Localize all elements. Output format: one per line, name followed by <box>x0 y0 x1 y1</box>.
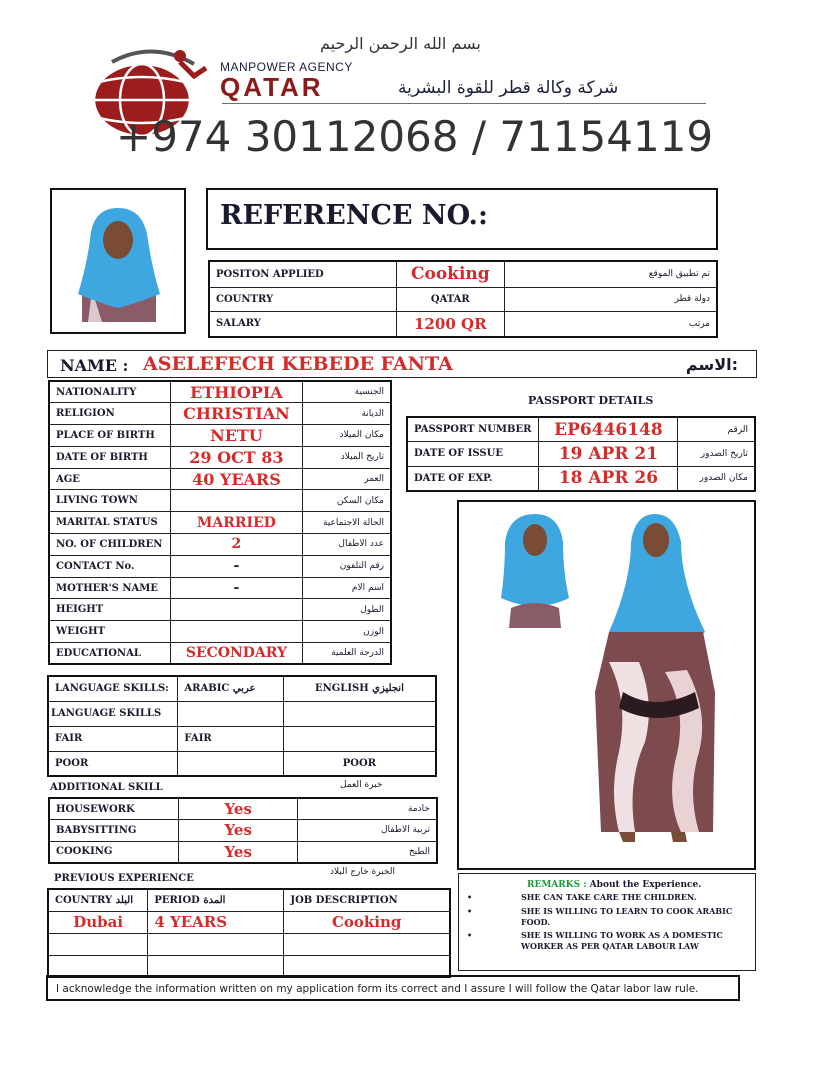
portrait-photo <box>50 188 186 334</box>
job-description-column-header: JOB DESCRIPTION <box>284 889 450 911</box>
table-row <box>49 577 391 599</box>
table-row <box>49 599 391 621</box>
date-of-expiry-label: DATE OF EXP. <box>407 466 539 491</box>
table-row <box>48 911 450 933</box>
age-label: AGE <box>49 468 171 490</box>
table-row <box>209 311 717 337</box>
nationality-arabic: الجنسية <box>302 381 391 403</box>
living-town-label: LIVING TOWN <box>49 490 171 512</box>
agency-name-english: MANPOWER AGENCY <box>220 60 353 74</box>
housework-label: HOUSEWORK <box>49 798 179 820</box>
marital-status-value: MARRIED <box>171 512 302 534</box>
language-skills-arabic-cell <box>178 701 283 726</box>
date-of-issue-arabic: تاريخ الصدور <box>678 442 755 467</box>
table-row <box>49 468 391 490</box>
table-row <box>49 403 391 425</box>
religion-label: RELIGION <box>49 403 171 425</box>
place-of-birth-arabic: مكان الميلاد <box>302 425 391 447</box>
date-of-expiry-value: 18 APR 26 <box>539 466 678 491</box>
age-arabic: العمر <box>302 468 391 490</box>
bullet-icon: • <box>467 892 473 902</box>
agency-name-arabic: شركة وكالة قطر للقوة البشرية <box>398 78 619 98</box>
religion-arabic: الديانة <box>302 403 391 425</box>
position-table <box>208 260 718 338</box>
language-skills-header: LANGUAGE SKILLS: <box>48 676 178 701</box>
passport-number-arabic: الرقم <box>678 417 755 442</box>
table-row <box>407 417 755 442</box>
fair-row-label: FAIR <box>48 726 178 751</box>
babysitting-label: BABYSITTING <box>49 820 179 842</box>
agency-phone: +974 30112068 / 71154119 <box>116 112 714 161</box>
table-row <box>49 446 391 468</box>
table-row <box>48 726 436 751</box>
table-row <box>48 676 436 701</box>
table-row <box>49 621 391 643</box>
salary-label: SALARY <box>209 311 396 337</box>
experience-period-value: 4 YEARS <box>148 911 284 933</box>
passport-number-label: PASSPORT NUMBER <box>407 417 539 442</box>
language-skills-table <box>47 675 437 777</box>
name-label: NAME : <box>60 356 129 375</box>
remarks-subtitle: About the Experience. <box>586 880 702 890</box>
table-row <box>49 512 391 534</box>
reference-box <box>206 188 718 250</box>
date-of-birth-arabic: تاريخ الميلاد <box>302 446 391 468</box>
cooking-value: Yes <box>179 841 298 863</box>
country-value: QATAR <box>396 287 504 311</box>
date-of-expiry-arabic: مكان الصدور <box>678 466 755 491</box>
previous-experience-title: PREVIOUS EXPERIENCE <box>54 873 194 884</box>
marital-status-label: MARITAL STATUS <box>49 512 171 534</box>
language-skills-english-cell <box>283 701 436 726</box>
additional-skill-title: ADDITIONAL SKILL <box>50 782 163 793</box>
table-row <box>49 798 437 820</box>
english-column-header: ENGLISH انجليزي <box>283 676 436 701</box>
remark-text: SHE CAN TAKE CARE THE CHILDREN. <box>521 892 697 902</box>
date-of-issue-value: 19 APR 21 <box>539 442 678 467</box>
personal-details-table <box>48 380 392 665</box>
babysitting-value: Yes <box>179 820 298 842</box>
cooking-arabic: الطبخ <box>298 841 437 863</box>
remarks-label: REMARKS : <box>527 880 587 890</box>
marital-status-arabic: الحالة الاجتماعية <box>302 512 391 534</box>
weight-arabic: الوزن <box>302 621 391 643</box>
poor-arabic-cell <box>178 751 283 776</box>
living-town-arabic: مكان السكن <box>302 490 391 512</box>
experience-country-value: Dubai <box>48 911 148 933</box>
place-of-birth-label: PLACE OF BIRTH <box>49 425 171 447</box>
contact-no-label: CONTACT No. <box>49 555 171 577</box>
position-applied-value: Cooking <box>396 261 504 287</box>
salary-value: 1200 QR <box>396 311 504 337</box>
table-row <box>49 490 391 512</box>
date-of-birth-label: DATE OF BIRTH <box>49 446 171 468</box>
language-skills-row-label: LANGUAGE SKILLS <box>48 701 178 726</box>
name-value: ASELEFECH KEBEDE FANTA <box>143 353 453 375</box>
remarks-title <box>527 880 701 890</box>
housework-arabic: خادمة <box>298 798 437 820</box>
agency-name-qatar: QATAR <box>220 72 324 102</box>
passport-details-title: PASSPORT DETAILS <box>528 394 654 407</box>
previous-experience-table <box>47 888 451 978</box>
acknowledgement-text: I acknowledge the information written on my application form its correct and I assure I will follow the Qatar labor law rule. <box>56 983 699 995</box>
name-arabic-label: الاسم: <box>685 355 738 374</box>
country-label: COUNTRY <box>209 287 396 311</box>
height-arabic: الطول <box>302 599 391 621</box>
table-row <box>48 701 436 726</box>
remarks-box <box>458 873 756 971</box>
weight-value <box>171 621 302 643</box>
country-arabic: دولة قطر <box>504 287 717 311</box>
living-town-value <box>171 490 302 512</box>
housework-value: Yes <box>179 798 298 820</box>
reference-label: REFERENCE NO.: <box>220 200 488 231</box>
header-divider <box>222 103 706 104</box>
remark-text: SHE IS WILLING TO LEARN TO COOK ARABIC FOOD. <box>521 906 733 927</box>
table-row <box>49 643 391 665</box>
passport-number-value: EP6446148 <box>539 417 678 442</box>
religion-value: CHRISTIAN <box>171 403 302 425</box>
height-value <box>171 599 302 621</box>
table-row <box>48 933 450 955</box>
bullet-icon: • <box>467 906 473 916</box>
mothers-name-arabic: اسم الام <box>302 577 391 599</box>
no-of-children-arabic: عدد الاطفال <box>302 534 391 556</box>
arabic-column-header: ARABIC عربي <box>178 676 283 701</box>
mothers-name-value: - <box>171 577 302 599</box>
poor-english-cell: POOR <box>283 751 436 776</box>
fair-english-cell <box>283 726 436 751</box>
experience-job-value: Cooking <box>284 911 450 933</box>
table-row <box>48 889 450 911</box>
acknowledgement-box <box>46 975 740 1001</box>
salary-arabic: مرتب <box>504 311 717 337</box>
mothers-name-label: MOTHER'S NAME <box>49 577 171 599</box>
period-column-header: PERIOD المدة <box>148 889 284 911</box>
weight-label: WEIGHT <box>49 621 171 643</box>
portrait-figure-icon <box>52 190 184 332</box>
table-row <box>49 841 437 863</box>
table-row <box>49 820 437 842</box>
no-of-children-value: 2 <box>171 534 302 556</box>
previous-experience-arabic: الخبرة خارج البلاد <box>330 867 395 877</box>
country-column-header: COUNTRY البلد <box>48 889 148 911</box>
table-row <box>48 751 436 776</box>
name-box <box>47 350 757 378</box>
educational-value: SECONDARY <box>171 643 302 665</box>
bullet-icon: • <box>467 930 473 940</box>
table-row <box>209 287 717 311</box>
position-applied-label: POSITON APPLIED <box>209 261 396 287</box>
educational-label: EDUCATIONAL <box>49 643 171 665</box>
cooking-label: COOKING <box>49 841 179 863</box>
additional-skills-table <box>48 797 438 864</box>
babysitting-arabic: تربية الاطفال <box>298 820 437 842</box>
table-row <box>49 534 391 556</box>
position-applied-arabic: تم تطبيق الموقع <box>504 261 717 287</box>
contact-no-arabic: رقم التلفون <box>302 555 391 577</box>
table-row <box>407 466 755 491</box>
age-value: 40 YEARS <box>171 468 302 490</box>
height-label: HEIGHT <box>49 599 171 621</box>
educational-arabic: الدرجة العلمية <box>302 643 391 665</box>
table-row <box>407 442 755 467</box>
bismillah-calligraphy: بسم الله الرحمن الرحيم <box>320 34 481 53</box>
contact-no-value: - <box>171 555 302 577</box>
full-body-figure-icon <box>459 502 754 868</box>
additional-skill-arabic: خبرة العمل <box>340 780 383 790</box>
place-of-birth-value: NETU <box>171 425 302 447</box>
nationality-label: NATIONALITY <box>49 381 171 403</box>
table-row <box>209 261 717 287</box>
full-body-photo <box>457 500 756 870</box>
fair-arabic-cell: FAIR <box>178 726 283 751</box>
nationality-value: ETHIOPIA <box>171 381 302 403</box>
table-row <box>49 425 391 447</box>
date-of-birth-value: 29 OCT 83 <box>171 446 302 468</box>
remark-text: SHE IS WILLING TO WORK AS A DOMESTIC WORKER AS PER QATAR LABOUR LAW <box>521 930 723 951</box>
passport-table <box>406 416 756 492</box>
poor-row-label: POOR <box>48 751 178 776</box>
date-of-issue-label: DATE OF ISSUE <box>407 442 539 467</box>
no-of-children-label: NO. OF CHILDREN <box>49 534 171 556</box>
table-row <box>49 381 391 403</box>
table-row <box>49 555 391 577</box>
table-row <box>48 955 450 977</box>
